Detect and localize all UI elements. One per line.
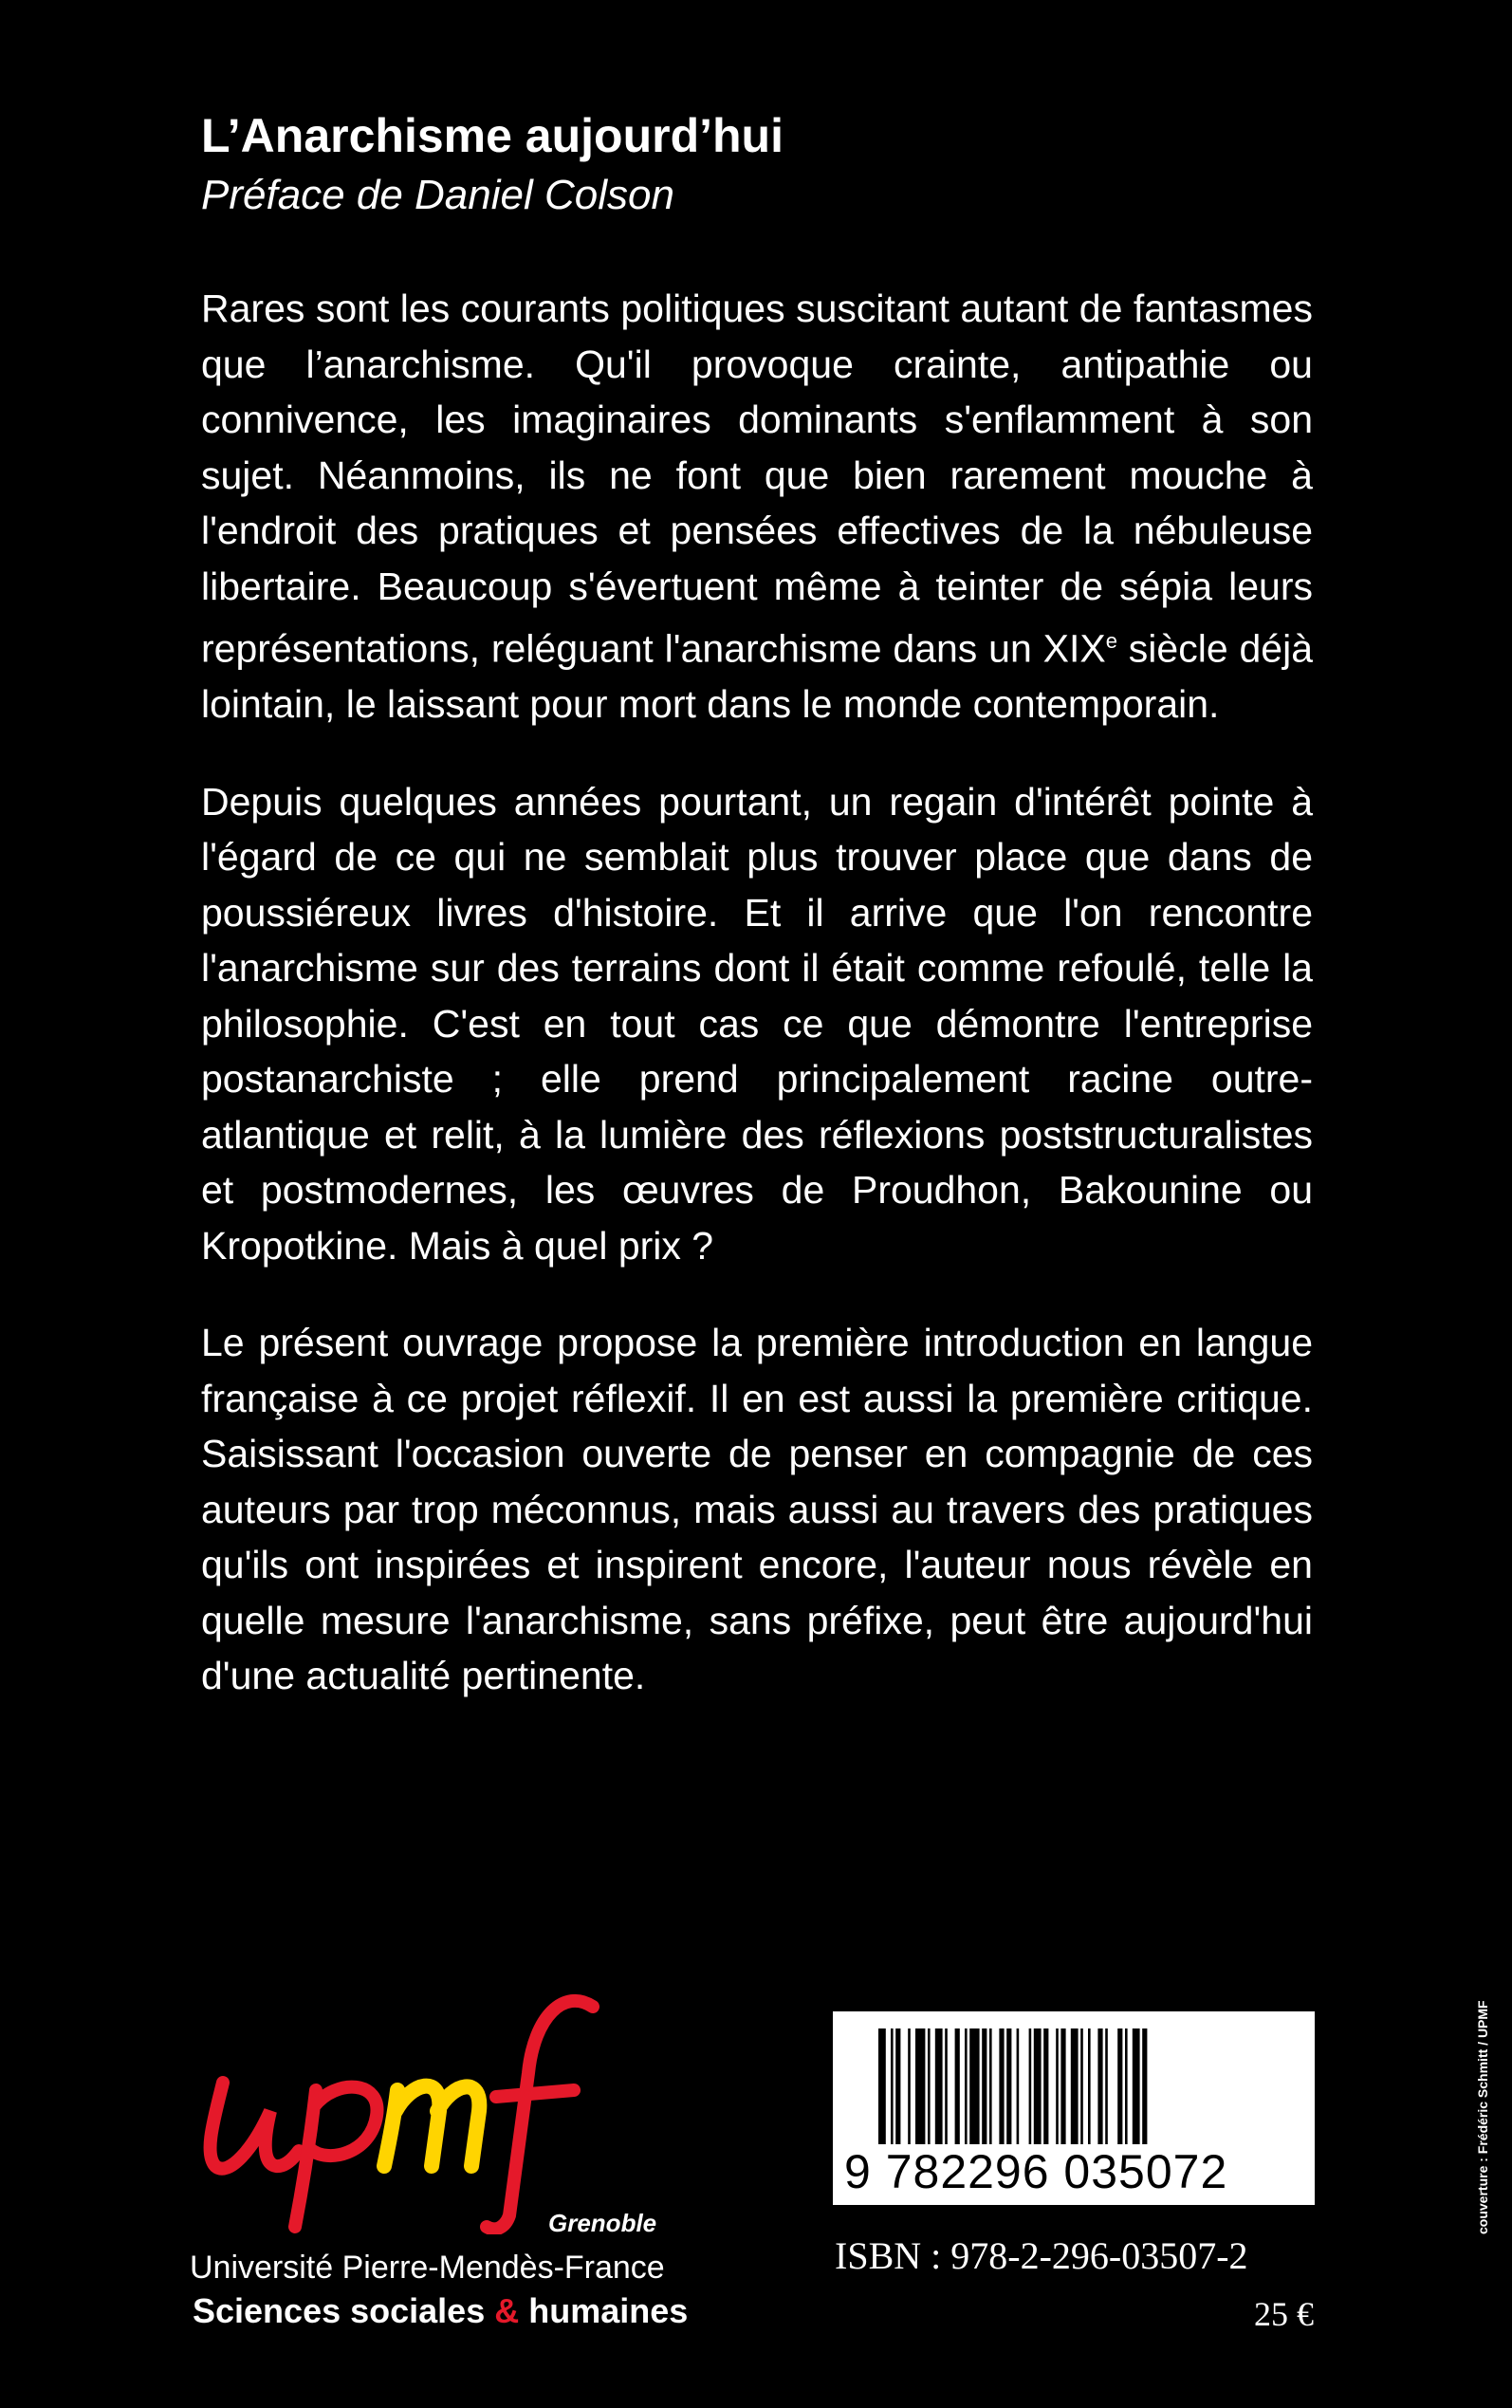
logo-letter-m bbox=[384, 2086, 479, 2166]
barcode-bar bbox=[969, 2028, 979, 2144]
blurb bbox=[201, 281, 1313, 1746]
barcode-bar bbox=[1133, 2028, 1140, 2144]
barcode-bar bbox=[982, 2028, 986, 2144]
barcode-bar bbox=[895, 2028, 900, 2144]
century-superscript: e bbox=[1105, 629, 1117, 653]
barcode-bar bbox=[935, 2028, 943, 2144]
preface-credit: Préface de Daniel Colson bbox=[201, 172, 674, 218]
barcode-bar bbox=[1006, 2028, 1011, 2144]
barcode-bar bbox=[915, 2028, 925, 2144]
barcode-bar bbox=[1105, 2028, 1108, 2144]
barcode-bar bbox=[965, 2028, 968, 2144]
upmf-logo bbox=[194, 1978, 669, 2234]
barcode-bar bbox=[1043, 2028, 1048, 2144]
barcode-bar bbox=[1034, 2028, 1042, 2144]
barcode-bar bbox=[1029, 2028, 1032, 2144]
blurb-paragraph-2: Depuis quelques années pourtant, un regain d'intérêt pointe à l'égard de ce qui ne semblait plus trouver place que dans de poussiéreux livres d'histoire. Et il arrive que l'on rencontre l'anarchisme sur des terrains dont il était comme refoulé, telle la philosophie. C'est en tout cas ce que démontre l'entreprise postanarchiste ; elle prend principalement racine outre-atlantique et relit, à la lumière des réflexions poststructuralistes et postmodernes, les œuvres de Proudhon, Bakounine ou Kropotkine. Mais à quel prix ? bbox=[201, 779, 1313, 1268]
barcode-bar bbox=[1088, 2028, 1091, 2144]
university-name: Université Pierre-Mendès-France bbox=[190, 2250, 665, 2286]
logo-letter-f bbox=[487, 2001, 593, 2230]
blurb-paragraph-3: Le présent ouvrage propose la première introduction en langue française à ce projet réflexif. Il en est aussi la première critique. Saisissant l'occasion ouverte de penser en compagnie de ces auteurs par trop méconnus, mais aussi au travers des pratiques qu'ils ont inspirées et inspirent encore, l'auteur nous révèle en quelle mesure l'anarchisme, sans préfixe, peut être aujourd'hui d'une actualité pertinente. bbox=[201, 1321, 1313, 1698]
logo-letter-p bbox=[295, 2087, 378, 2227]
barcode bbox=[833, 2011, 1315, 2205]
barcode-bar bbox=[878, 2028, 886, 2144]
barcode-bar bbox=[945, 2028, 948, 2144]
blurb-paragraph-1 bbox=[201, 281, 1313, 732]
logo-city: Grenoble bbox=[548, 2209, 657, 2237]
barcode-bar bbox=[1117, 2028, 1122, 2144]
cover-credit: couverture : Frédéric Schmitt / UPMF bbox=[1475, 2000, 1490, 2234]
blurb-p1-text-end: siècle déjà lointain, le laissant pour mort dans le monde contemporain. bbox=[201, 626, 1313, 727]
isbn: ISBN : 978-2-296-03507-2 bbox=[835, 2234, 1248, 2277]
tagline-ampersand: & bbox=[494, 2291, 520, 2330]
barcode-bar bbox=[1097, 2028, 1102, 2144]
barcode-bar bbox=[1017, 2028, 1020, 2144]
barcode-bar bbox=[891, 2028, 894, 2144]
logo-letter-u bbox=[211, 2083, 299, 2169]
barcode-bar bbox=[955, 2028, 960, 2144]
barcode-bar bbox=[908, 2028, 911, 2144]
blurb-p1-text: Rares sont les courants politiques suscitant autant de fantasmes que l’anarchisme. Qu'il provoque crainte, antipathie ou connivence, les imaginaires dominants s'enflamment à son sujet. Néanmoins, ils ne font que bien rarement mouche à l'endroit des pratiques et pensées effectives de la nébuleuse libertaire. Beaucoup s'évertuent même à teinter de sépia leurs représentations, reléguant l'anarchisme dans un XIX bbox=[201, 287, 1313, 671]
barcode-bar bbox=[1071, 2028, 1079, 2144]
barcode-bar bbox=[1080, 2028, 1083, 2144]
tagline-part-2: humaines bbox=[528, 2291, 689, 2330]
barcode-bar bbox=[1125, 2028, 1128, 2144]
barcode-bar bbox=[1142, 2028, 1147, 2144]
barcode-bar bbox=[999, 2028, 1004, 2144]
barcode-bar bbox=[1060, 2028, 1065, 2144]
barcode-bar bbox=[989, 2028, 992, 2144]
book-title: L’Anarchisme aujourd’hui bbox=[201, 109, 784, 162]
barcode-digits: 9 782296 035072 bbox=[844, 2145, 1228, 2198]
price: 25 € bbox=[1254, 2295, 1314, 2333]
barcode-bar bbox=[928, 2028, 931, 2144]
barcode-bar bbox=[1056, 2028, 1059, 2144]
tagline-part-1: Sciences sociales bbox=[193, 2291, 486, 2330]
publisher-tagline bbox=[193, 2290, 688, 2332]
